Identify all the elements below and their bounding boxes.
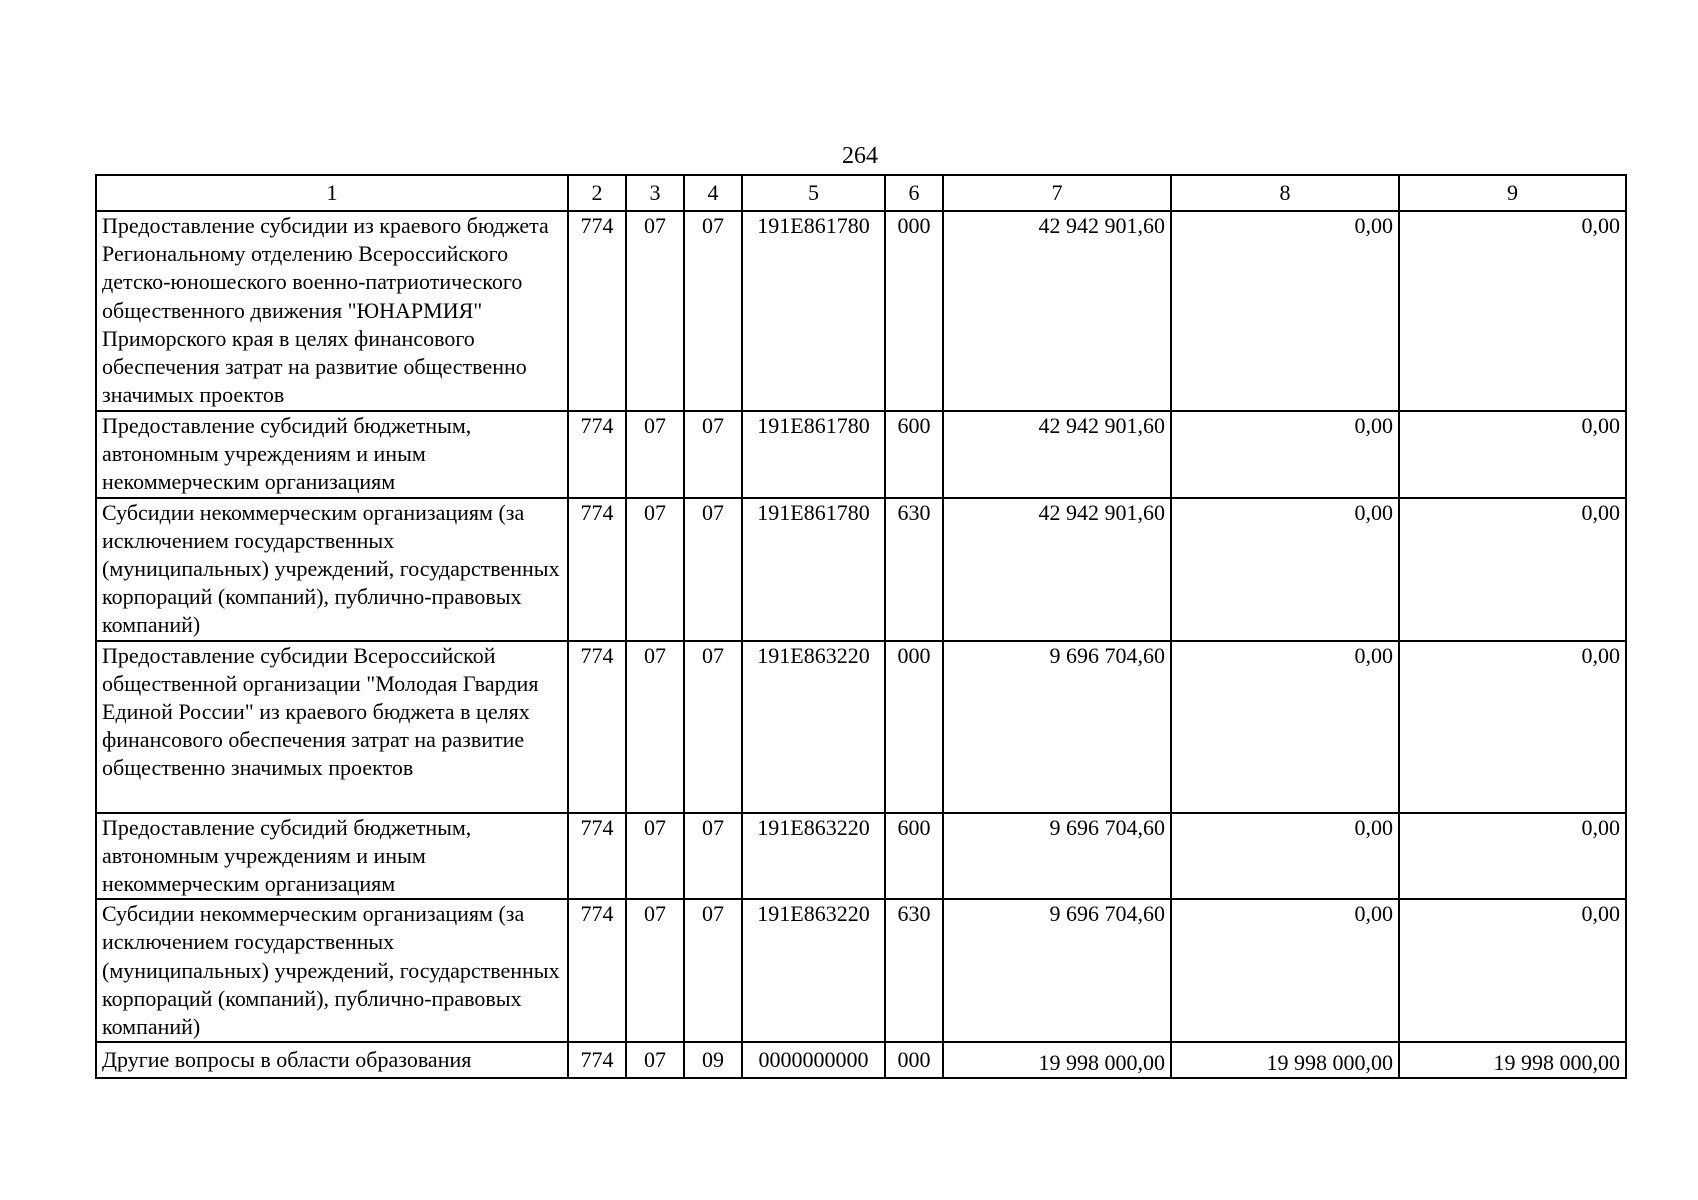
cell-code: 07 (626, 1042, 684, 1078)
page-number: 264 (842, 143, 878, 169)
cell-amount: 42 942 901,60 (943, 211, 1171, 411)
header-row (96, 175, 1626, 211)
cell-amount: 0,00 (1399, 813, 1626, 900)
column-header: 3 (626, 175, 684, 211)
cell-code: 191E861780 (742, 411, 885, 498)
row-description: Предоставление субсидии из краевого бюджета Региональному отделению Всероссийского детско-юношеского военно-патриотического общественного движения "ЮНАРМИЯ" Приморского края в целях финансового обеспечения затрат на развитие общественно значимых проектов (96, 211, 568, 411)
cell-amount: 0,00 (1171, 641, 1399, 813)
cell-code: 07 (626, 641, 684, 813)
cell-code: 07 (684, 641, 742, 813)
row-description: Субсидии некоммерческим организациям (за исключением государственных (муниципальных) учреждений, государственных корпораций (компаний), публично-правовых компаний) (96, 498, 568, 641)
cell-code: 07 (626, 813, 684, 900)
cell-code: 600 (885, 813, 943, 900)
column-header: 5 (742, 175, 885, 211)
cell-code: 07 (684, 498, 742, 641)
cell-code: 07 (684, 411, 742, 498)
cell-code: 07 (626, 411, 684, 498)
table-row (96, 498, 1626, 641)
table-row (96, 641, 1626, 813)
cell-amount: 0,00 (1399, 211, 1626, 411)
cell-code: 774 (568, 211, 626, 411)
table-row (96, 1042, 1626, 1078)
table-row (96, 899, 1626, 1042)
cell-code: 000 (885, 211, 943, 411)
cell-code: 07 (684, 211, 742, 411)
column-header: 6 (885, 175, 943, 211)
budget-table (95, 174, 1627, 1079)
cell-code: 600 (885, 411, 943, 498)
cell-amount: 0,00 (1399, 498, 1626, 641)
table-row (96, 211, 1626, 411)
cell-amount: 19 998 000,00 (1171, 1042, 1399, 1078)
row-description: Предоставление субсидии Всероссийской общественной организации "Молодая Гвардия Единой России" из краевого бюджета в целях финансового обеспечения затрат на развитие общественно значимых проектов (96, 641, 568, 813)
cell-code: 774 (568, 498, 626, 641)
row-description: Предоставление субсидий бюджетным, автономным учреждениям и иным некоммерческим организациям (96, 813, 568, 900)
cell-amount: 42 942 901,60 (943, 498, 1171, 641)
cell-code: 07 (626, 899, 684, 1042)
cell-code: 000 (885, 641, 943, 813)
cell-amount: 0,00 (1171, 899, 1399, 1042)
cell-code: 191E861780 (742, 211, 885, 411)
cell-amount: 9 696 704,60 (943, 899, 1171, 1042)
cell-code: 774 (568, 899, 626, 1042)
table-row (96, 411, 1626, 498)
column-header: 7 (943, 175, 1171, 211)
cell-amount: 0,00 (1399, 899, 1626, 1042)
cell-code: 774 (568, 411, 626, 498)
column-header: 8 (1171, 175, 1399, 211)
cell-code: 0000000000 (742, 1042, 885, 1078)
cell-code: 774 (568, 813, 626, 900)
cell-code: 07 (626, 211, 684, 411)
cell-code: 191E861780 (742, 498, 885, 641)
cell-amount: 9 696 704,60 (943, 813, 1171, 900)
column-header: 9 (1399, 175, 1626, 211)
cell-code: 07 (684, 813, 742, 900)
table-row (96, 813, 1626, 900)
cell-code: 774 (568, 641, 626, 813)
column-header: 2 (568, 175, 626, 211)
cell-amount: 42 942 901,60 (943, 411, 1171, 498)
cell-code: 09 (684, 1042, 742, 1078)
row-description: Субсидии некоммерческим организациям (за исключением государственных (муниципальных) учреждений, государственных корпораций (компаний), публично-правовых компаний) (96, 899, 568, 1042)
cell-code: 191E863220 (742, 899, 885, 1042)
cell-amount: 19 998 000,00 (1399, 1042, 1626, 1078)
row-description: Другие вопросы в области образования (96, 1042, 568, 1078)
cell-amount: 9 696 704,60 (943, 641, 1171, 813)
cell-amount: 0,00 (1399, 411, 1626, 498)
cell-amount: 0,00 (1171, 498, 1399, 641)
cell-code: 191E863220 (742, 641, 885, 813)
cell-code: 630 (885, 498, 943, 641)
cell-code: 07 (684, 899, 742, 1042)
cell-code: 774 (568, 1042, 626, 1078)
cell-amount: 0,00 (1399, 641, 1626, 813)
cell-amount: 19 998 000,00 (943, 1042, 1171, 1078)
cell-code: 07 (626, 498, 684, 641)
column-header: 4 (684, 175, 742, 211)
cell-amount: 0,00 (1171, 211, 1399, 411)
cell-amount: 0,00 (1171, 411, 1399, 498)
cell-code: 630 (885, 899, 943, 1042)
cell-code: 000 (885, 1042, 943, 1078)
cell-amount: 0,00 (1171, 813, 1399, 900)
row-description: Предоставление субсидий бюджетным, автономным учреждениям и иным некоммерческим организациям (96, 411, 568, 498)
cell-code: 191E863220 (742, 813, 885, 900)
column-header: 1 (96, 175, 568, 211)
